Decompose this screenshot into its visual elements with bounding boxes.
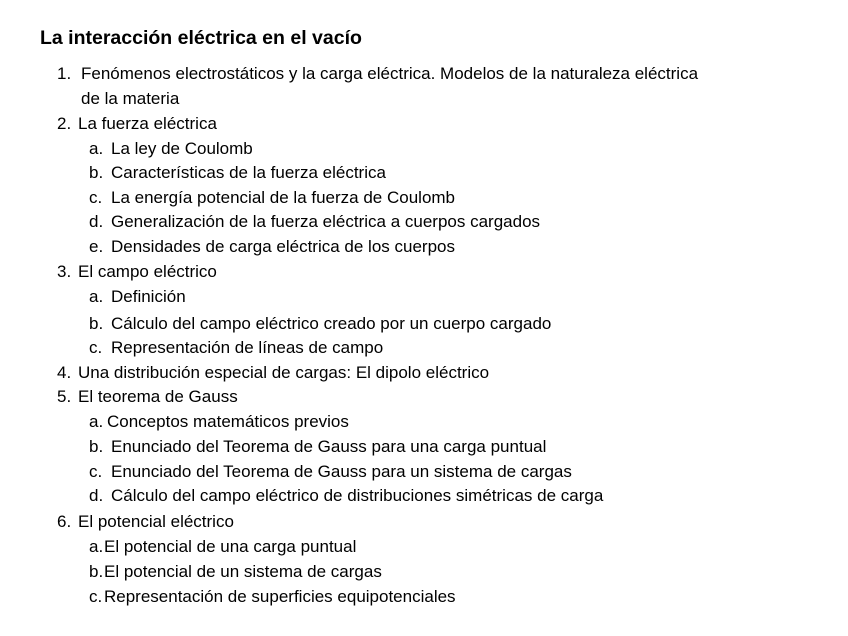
list-item-1 — [57, 63, 698, 85]
sub-item-2e — [89, 236, 455, 258]
sub-item-2a — [89, 138, 253, 160]
sub-item-text: Representación de superficies equipotenciales — [104, 587, 456, 606]
list-item-number: 1. — [57, 64, 72, 83]
list-item-number: 5. — [57, 387, 72, 406]
list-item-number: 4. — [57, 363, 72, 382]
sub-item-text: Cálculo del campo eléctrico creado por un cuerpo cargado — [111, 314, 552, 333]
sub-item-text: Generalización de la fuerza eléctrica a cuerpos cargados — [111, 212, 541, 231]
sub-item-2d — [89, 211, 540, 233]
sub-item-text: Cálculo del campo eléctrico de distribuciones simétricas de carga — [111, 486, 604, 505]
document-title: La interacción eléctrica en el vacío — [40, 27, 362, 49]
list-item-4 — [57, 362, 489, 384]
sub-item-text: Definición — [111, 287, 186, 306]
list-item-text: de la materia — [81, 89, 180, 108]
sub-item-text: Densidades de carga eléctrica de los cuerpos — [111, 237, 455, 256]
sub-item-marker: b. — [89, 437, 104, 456]
list-item-1-continuation — [81, 88, 179, 110]
sub-item-marker: b. — [89, 163, 104, 182]
list-item-number: 6. — [57, 512, 72, 531]
list-item-5 — [57, 386, 238, 408]
sub-item-6c — [89, 586, 456, 608]
list-item-text: El teorema de Gauss — [78, 387, 238, 406]
sub-item-6b — [89, 561, 382, 583]
list-item-text: El campo eléctrico — [78, 262, 217, 281]
sub-item-text: Enunciado del Teorema de Gauss para un sistema de cargas — [111, 462, 572, 481]
sub-item-marker: d. — [89, 212, 104, 231]
sub-item-text: Características de la fuerza eléctrica — [111, 163, 386, 182]
sub-item-marker: d. — [89, 486, 104, 505]
sub-item-text: Enunciado del Teorema de Gauss para una carga puntual — [111, 437, 547, 456]
sub-item-text: La ley de Coulomb — [111, 139, 253, 158]
sub-item-3b — [89, 313, 551, 335]
sub-item-2b — [89, 162, 386, 184]
list-item-text: La fuerza eléctrica — [78, 114, 217, 133]
list-item-2 — [57, 113, 217, 135]
sub-item-2c — [89, 187, 455, 209]
list-item-number: 3. — [57, 262, 72, 281]
sub-item-marker: a. — [89, 139, 104, 158]
sub-item-3c — [89, 337, 383, 359]
sub-item-marker: c. — [89, 587, 103, 606]
list-item-text: Una distribución especial de cargas: El dipolo eléctrico — [78, 363, 490, 382]
sub-item-marker: e. — [89, 237, 104, 256]
sub-item-text: El potencial de una carga puntual — [104, 537, 357, 556]
list-item-number: 2. — [57, 114, 72, 133]
sub-item-text: El potencial de un sistema de cargas — [104, 562, 382, 581]
sub-item-marker: c. — [89, 188, 103, 207]
sub-item-marker: a. — [89, 537, 104, 556]
sub-item-marker: b. — [89, 314, 104, 333]
sub-item-5a — [89, 411, 349, 433]
sub-item-text: La energía potencial de la fuerza de Coulomb — [111, 188, 456, 207]
list-item-text: Fenómenos electrostáticos y la carga eléctrica. Modelos de la naturaleza eléctrica — [81, 64, 699, 83]
sub-item-3a — [89, 286, 186, 308]
list-item-3 — [57, 261, 217, 283]
sub-item-marker: a. — [89, 412, 104, 431]
sub-item-5d — [89, 485, 603, 507]
sub-item-5c — [89, 461, 572, 483]
sub-item-6a — [89, 536, 356, 558]
sub-item-marker: c. — [89, 338, 103, 357]
sub-item-5b — [89, 436, 546, 458]
sub-item-marker: c. — [89, 462, 103, 481]
sub-item-text: Representación de líneas de campo — [111, 338, 384, 357]
sub-item-marker: a. — [89, 287, 104, 306]
sub-item-text: Conceptos matemáticos previos — [107, 412, 349, 431]
list-item-6 — [57, 511, 234, 533]
list-item-text: El potencial eléctrico — [78, 512, 234, 531]
sub-item-marker: b. — [89, 562, 104, 581]
